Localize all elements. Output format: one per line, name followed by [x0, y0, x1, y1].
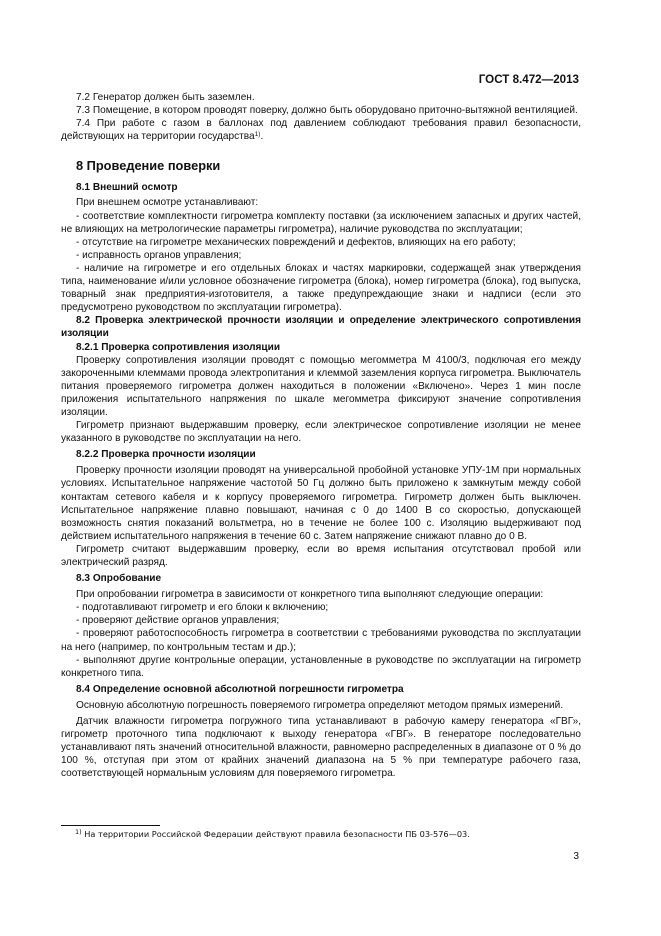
section-8-3-intro: При опробовании гигрометра в зависимости от конкретного типа выполняют следующие операции: — [76, 589, 544, 601]
section-8-2-2-heading: 8.2.2 Проверка прочности изоляции — [76, 449, 256, 461]
list-item: - соответствие комплектности гигрометра комплекту поставки (за исключением запасных и других частей, не влияющих на метрологические параметры гигрометра), наличие руководства по эксплуатации; — [61, 210, 581, 235]
section-8-2-2-paragraph: Гигрометр считают выдержавшим проверку, если во время испытания отсутствовал пробой или электрический разряд. — [61, 543, 581, 568]
list-item: - исправность органов управления; — [76, 249, 242, 261]
list-item: - наличие на гигрометре и его отдельных блоках и частях маркировки, содержащей знак утверждения типа, наименование и/или условное обозначение гигрометра (блока), номер гигрометра (блока), год выпуска, товарный знак предприятия-изготовителя, а также предупреждающие знаки и надписи (если это предусмотрено руководством по эксплуатации гигрометра). — [61, 262, 581, 314]
footnote-mark: 1) — [75, 828, 82, 836]
paragraph-7-4 — [61, 117, 581, 143]
section-8-2-heading: 8.2 Проверка электрической прочности изоляции и определение электрического сопротивления изоляции — [61, 315, 581, 340]
list-item: - проверяют работоспособность гигрометра в соответствии с требованиями руководства по эксплуатации на него (например, по контрольным тестам и др.); — [61, 628, 581, 653]
list-item: - выполняют другие контрольные операции, установленные в руководстве по эксплуатации на гигрометр конкретного типа. — [61, 654, 581, 679]
section-8-heading: 8 Проведение поверки — [76, 158, 221, 174]
page-body — [61, 91, 581, 781]
list-item: - отсутствие на гигрометре механических повреждений и дефектов, влияющих на его работу; — [76, 236, 516, 248]
section-8-1-heading: 8.1 Внешний осмотр — [76, 182, 178, 194]
paragraph-7-3: 7.3 Помещение, в котором проводят поверку, должно быть оборудовано приточно-вытяжной вентиляцией. — [76, 105, 578, 117]
standard-header: ГОСТ 8.472—2013 — [478, 73, 579, 86]
section-8-2-2-paragraph: Проверку прочности изоляции проводят на универсальной пробойной установке УПУ-1М при нормальных условиях. Испытательное напряжение частотой 50 Гц должно быть приложено к замкнутым между собой контактам сетевого кабеля и к корпусу проверяемого гигрометра. Гигрометр должен быть выключен. Испытательное напряжение плавно повышают, начиная с 0 до 1400 В со скоростью, допускающей возможность снятия показаний вольтметра, но в течение не более 100 с. Изоляцию выдерживают под действием испытательного напряжения в течение 60 с. Затем напряжение снижают плавно до 0 В. — [61, 465, 581, 542]
footnote — [61, 829, 581, 840]
list-item: - проверяют действие органов управления; — [76, 615, 280, 627]
section-8-2-1-heading: 8.2.1 Проверка сопротивления изоляции — [76, 341, 281, 353]
section-8-3-heading: 8.3 Опробование — [76, 573, 162, 585]
footnote-reference[interactable]: 1) — [254, 131, 261, 139]
section-8-4-heading: 8.4 Определение основной абсолютной погрешности гигрометра — [76, 683, 404, 695]
section-8-2-1-paragraph: Проверку сопротивления изоляции проводят с помощью мегомметра М 4100/3, подключая его между закороченными клеммами провода электропитания и клеммой заземления корпуса гигрометра. Выключатель питания проверяемого гигрометра должен находиться в положении «Включено». Через 1 мин после приложения испытательного напряжения по шкале мегомметра фиксируют значение сопротивления изоляции. — [61, 354, 581, 418]
section-8-1-intro: При внешнем осмотре устанавливают: — [76, 197, 259, 209]
footnote-divider — [61, 825, 160, 826]
paragraph-7-4-text: 7.4 При работе с газом в баллонах под давлением соблюдают требования правил безопасности, действующих на территории государства — [61, 118, 581, 143]
footnote-text: На территории Российской Федерации действуют правила безопасности ПБ 03-576—03. — [81, 829, 470, 839]
page-number: 3 — [573, 851, 579, 862]
paragraph-7-4-end: . — [260, 131, 264, 143]
list-item: - подготавливают гигрометр и его блоки к включению; — [76, 602, 329, 614]
section-8-2-1-paragraph: Гигрометр признают выдержавшим проверку, если электрическое сопротивление изоляции не менее указанного в руководстве по эксплуатации на него. — [61, 420, 581, 445]
paragraph-7-2: 7.2 Генератор должен быть заземлен. — [76, 92, 255, 103]
section-8-4-paragraph: Датчик влажности гигрометра погружного типа устанавливают в рабочую камеру генератора «ГВГ», гигрометр проточного типа подключают к выходу генератора «ГВГ». В генераторе последовательно устанавливают пять значений относительной влажности, равномерно распределенных в диапазоне от 0 % до 100 %, отступая при этом от крайних значений диапазона на 5 % при температуре рабочего газа, соответствующей нормальным условиям для поверяемого гигрометра. — [61, 716, 581, 780]
section-8-4-paragraph: Основную абсолютную погрешность поверяемого гигрометра определяют методом прямых измерений. — [76, 699, 564, 711]
